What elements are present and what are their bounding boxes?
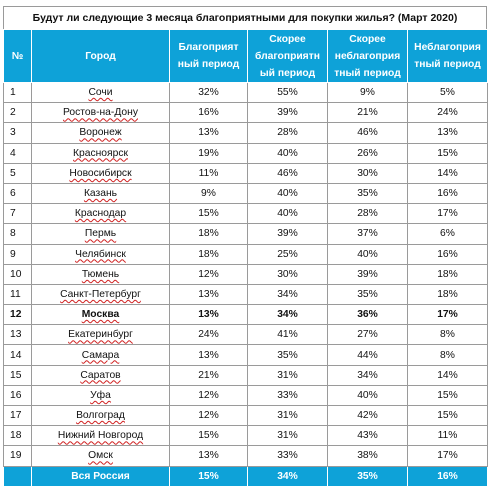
row-rather-favorable: 31% — [248, 406, 328, 426]
row-rather-unfavorable: 28% — [328, 204, 408, 224]
row-city — [32, 264, 170, 284]
row-city — [32, 385, 170, 405]
row-rather-unfavorable: 44% — [328, 345, 408, 365]
row-rather-favorable: 41% — [248, 325, 328, 345]
table-row — [4, 385, 488, 405]
header-rather-unfavorable: Скорее неблагоприя тный период — [328, 30, 408, 83]
header-city: Город — [32, 30, 170, 83]
row-rather-unfavorable: 40% — [328, 385, 408, 405]
city-name: Екатеринбург — [68, 329, 133, 341]
table-row — [4, 325, 488, 345]
table-row — [4, 123, 488, 143]
row-rather-favorable: 40% — [248, 143, 328, 163]
table-row — [4, 83, 488, 103]
row-number: 16 — [4, 385, 32, 405]
row-number: 11 — [4, 284, 32, 304]
table-header — [4, 30, 488, 83]
row-favorable: 13% — [170, 446, 248, 466]
city-name: Омск — [88, 450, 113, 462]
row-favorable: 19% — [170, 143, 248, 163]
row-city — [32, 83, 170, 103]
row-rather-unfavorable: 40% — [328, 244, 408, 264]
row-favorable: 12% — [170, 264, 248, 284]
row-rather-favorable: 31% — [248, 365, 328, 385]
city-name: Челябинск — [75, 248, 126, 260]
row-city — [32, 244, 170, 264]
table-row — [4, 163, 488, 183]
table-row — [4, 264, 488, 284]
city-name: Новосибирск — [69, 167, 132, 179]
row-number: 4 — [4, 143, 32, 163]
row-rather-favorable: 39% — [248, 103, 328, 123]
row-favorable: 18% — [170, 244, 248, 264]
city-name: Уфа — [90, 389, 111, 401]
table-row — [4, 406, 488, 426]
row-unfavorable: 17% — [408, 446, 488, 466]
row-rather-unfavorable: 9% — [328, 83, 408, 103]
table-footer — [4, 466, 488, 486]
row-city — [32, 183, 170, 203]
row-rather-favorable: 25% — [248, 244, 328, 264]
row-unfavorable: 15% — [408, 406, 488, 426]
row-number: 15 — [4, 365, 32, 385]
table-row — [4, 143, 488, 163]
row-number: 1 — [4, 83, 32, 103]
table-row — [4, 244, 488, 264]
row-rather-unfavorable: 37% — [328, 224, 408, 244]
row-rather-favorable: 33% — [248, 446, 328, 466]
row-number: 19 — [4, 446, 32, 466]
row-rather-favorable: 34% — [248, 305, 328, 325]
row-favorable: 12% — [170, 385, 248, 405]
row-city — [32, 284, 170, 304]
row-rather-favorable: 34% — [248, 284, 328, 304]
row-city — [32, 103, 170, 123]
row-unfavorable: 24% — [408, 103, 488, 123]
row-unfavorable: 15% — [408, 143, 488, 163]
total-unfavorable: 16% — [408, 466, 488, 486]
row-unfavorable: 14% — [408, 163, 488, 183]
table-row — [4, 224, 488, 244]
row-rather-unfavorable: 46% — [328, 123, 408, 143]
city-name: Саратов — [80, 369, 121, 381]
row-rather-favorable: 31% — [248, 426, 328, 446]
row-rather-unfavorable: 38% — [328, 446, 408, 466]
row-unfavorable: 5% — [408, 83, 488, 103]
city-name: Краснодар — [74, 208, 127, 220]
row-rather-unfavorable: 26% — [328, 143, 408, 163]
row-favorable: 21% — [170, 365, 248, 385]
city-name: Ростов-на-Дону — [62, 107, 138, 119]
row-favorable: 16% — [170, 103, 248, 123]
survey-table-container — [3, 6, 487, 487]
header-rather-favorable: Скорее благоприятн ый период — [248, 30, 328, 83]
row-rather-unfavorable: 42% — [328, 406, 408, 426]
city-name: Самара — [81, 349, 120, 361]
row-favorable: 13% — [170, 345, 248, 365]
row-city — [32, 204, 170, 224]
row-unfavorable: 15% — [408, 385, 488, 405]
row-favorable: 24% — [170, 325, 248, 345]
city-name: Казань — [83, 188, 118, 200]
table-row — [4, 426, 488, 446]
table-body — [4, 83, 488, 467]
row-unfavorable: 8% — [408, 345, 488, 365]
city-name: Пермь — [84, 228, 117, 240]
header-favorable: Благоприят ный период — [170, 30, 248, 83]
row-unfavorable: 16% — [408, 183, 488, 203]
row-favorable: 18% — [170, 224, 248, 244]
header-number: № — [4, 30, 32, 83]
row-rather-favorable: 40% — [248, 204, 328, 224]
row-number: 14 — [4, 345, 32, 365]
row-number: 13 — [4, 325, 32, 345]
row-rather-unfavorable: 39% — [328, 264, 408, 284]
row-city — [32, 325, 170, 345]
row-number: 2 — [4, 103, 32, 123]
row-city — [32, 123, 170, 143]
row-favorable: 15% — [170, 426, 248, 446]
row-unfavorable: 13% — [408, 123, 488, 143]
row-number: 17 — [4, 406, 32, 426]
header-unfavorable: Неблагоприя тный период — [408, 30, 488, 83]
row-favorable: 9% — [170, 183, 248, 203]
table-row — [4, 183, 488, 203]
row-rather-favorable: 30% — [248, 264, 328, 284]
row-rather-favorable: 28% — [248, 123, 328, 143]
row-city — [32, 143, 170, 163]
row-rather-favorable: 33% — [248, 385, 328, 405]
row-rather-favorable: 40% — [248, 183, 328, 203]
row-city — [32, 406, 170, 426]
row-unfavorable: 17% — [408, 305, 488, 325]
row-rather-unfavorable: 35% — [328, 284, 408, 304]
row-number: 6 — [4, 183, 32, 203]
table-row — [4, 345, 488, 365]
row-number: 5 — [4, 163, 32, 183]
total-row — [4, 466, 488, 486]
total-favorable: 15% — [170, 466, 248, 486]
row-favorable: 11% — [170, 163, 248, 183]
row-rather-favorable: 35% — [248, 345, 328, 365]
row-rather-unfavorable: 34% — [328, 365, 408, 385]
table-row — [4, 305, 488, 325]
row-unfavorable: 17% — [408, 204, 488, 224]
city-name: Волгоград — [76, 410, 125, 422]
row-number: 8 — [4, 224, 32, 244]
row-unfavorable: 14% — [408, 365, 488, 385]
table-row — [4, 365, 488, 385]
city-name: Красноярск — [73, 147, 128, 159]
table-row — [4, 103, 488, 123]
total-label: Вся Россия — [32, 466, 170, 486]
row-favorable: 13% — [170, 284, 248, 304]
city-name: Сочи — [88, 87, 113, 99]
row-unfavorable: 18% — [408, 284, 488, 304]
row-city — [32, 446, 170, 466]
city-name: Санкт-Петербург — [60, 288, 141, 300]
row-city — [32, 345, 170, 365]
row-favorable: 15% — [170, 204, 248, 224]
row-number: 10 — [4, 264, 32, 284]
row-city — [32, 365, 170, 385]
city-name: Воронеж — [79, 127, 122, 139]
row-favorable: 13% — [170, 123, 248, 143]
row-rather-unfavorable: 35% — [328, 183, 408, 203]
row-unfavorable: 6% — [408, 224, 488, 244]
city-name: Москва — [81, 309, 120, 321]
row-unfavorable: 18% — [408, 264, 488, 284]
row-favorable: 12% — [170, 406, 248, 426]
row-rather-unfavorable: 36% — [328, 305, 408, 325]
row-favorable: 13% — [170, 305, 248, 325]
row-city — [32, 224, 170, 244]
row-unfavorable: 8% — [408, 325, 488, 345]
table-row — [4, 204, 488, 224]
row-unfavorable: 11% — [408, 426, 488, 446]
table-row — [4, 284, 488, 304]
row-number: 12 — [4, 305, 32, 325]
header-row — [4, 30, 488, 83]
total-number — [4, 466, 32, 486]
row-number: 9 — [4, 244, 32, 264]
table-title: Будут ли следующие 3 месяца благоприятными для покупки жилья? (Март 2020) — [3, 6, 487, 29]
row-number: 3 — [4, 123, 32, 143]
row-city — [32, 163, 170, 183]
row-favorable: 32% — [170, 83, 248, 103]
row-number: 18 — [4, 426, 32, 446]
table-row — [4, 446, 488, 466]
row-rather-unfavorable: 43% — [328, 426, 408, 446]
city-name: Нижний Новгород — [57, 430, 144, 442]
row-rather-favorable: 55% — [248, 83, 328, 103]
row-rather-favorable: 46% — [248, 163, 328, 183]
row-rather-favorable: 39% — [248, 224, 328, 244]
row-city — [32, 426, 170, 446]
row-rather-unfavorable: 30% — [328, 163, 408, 183]
row-number: 7 — [4, 204, 32, 224]
total-rather-favorable: 34% — [248, 466, 328, 486]
row-city — [32, 305, 170, 325]
survey-table — [3, 29, 488, 487]
row-rather-unfavorable: 21% — [328, 103, 408, 123]
total-rather-unfavorable: 35% — [328, 466, 408, 486]
row-rather-unfavorable: 27% — [328, 325, 408, 345]
row-unfavorable: 16% — [408, 244, 488, 264]
city-name: Тюмень — [81, 268, 120, 280]
